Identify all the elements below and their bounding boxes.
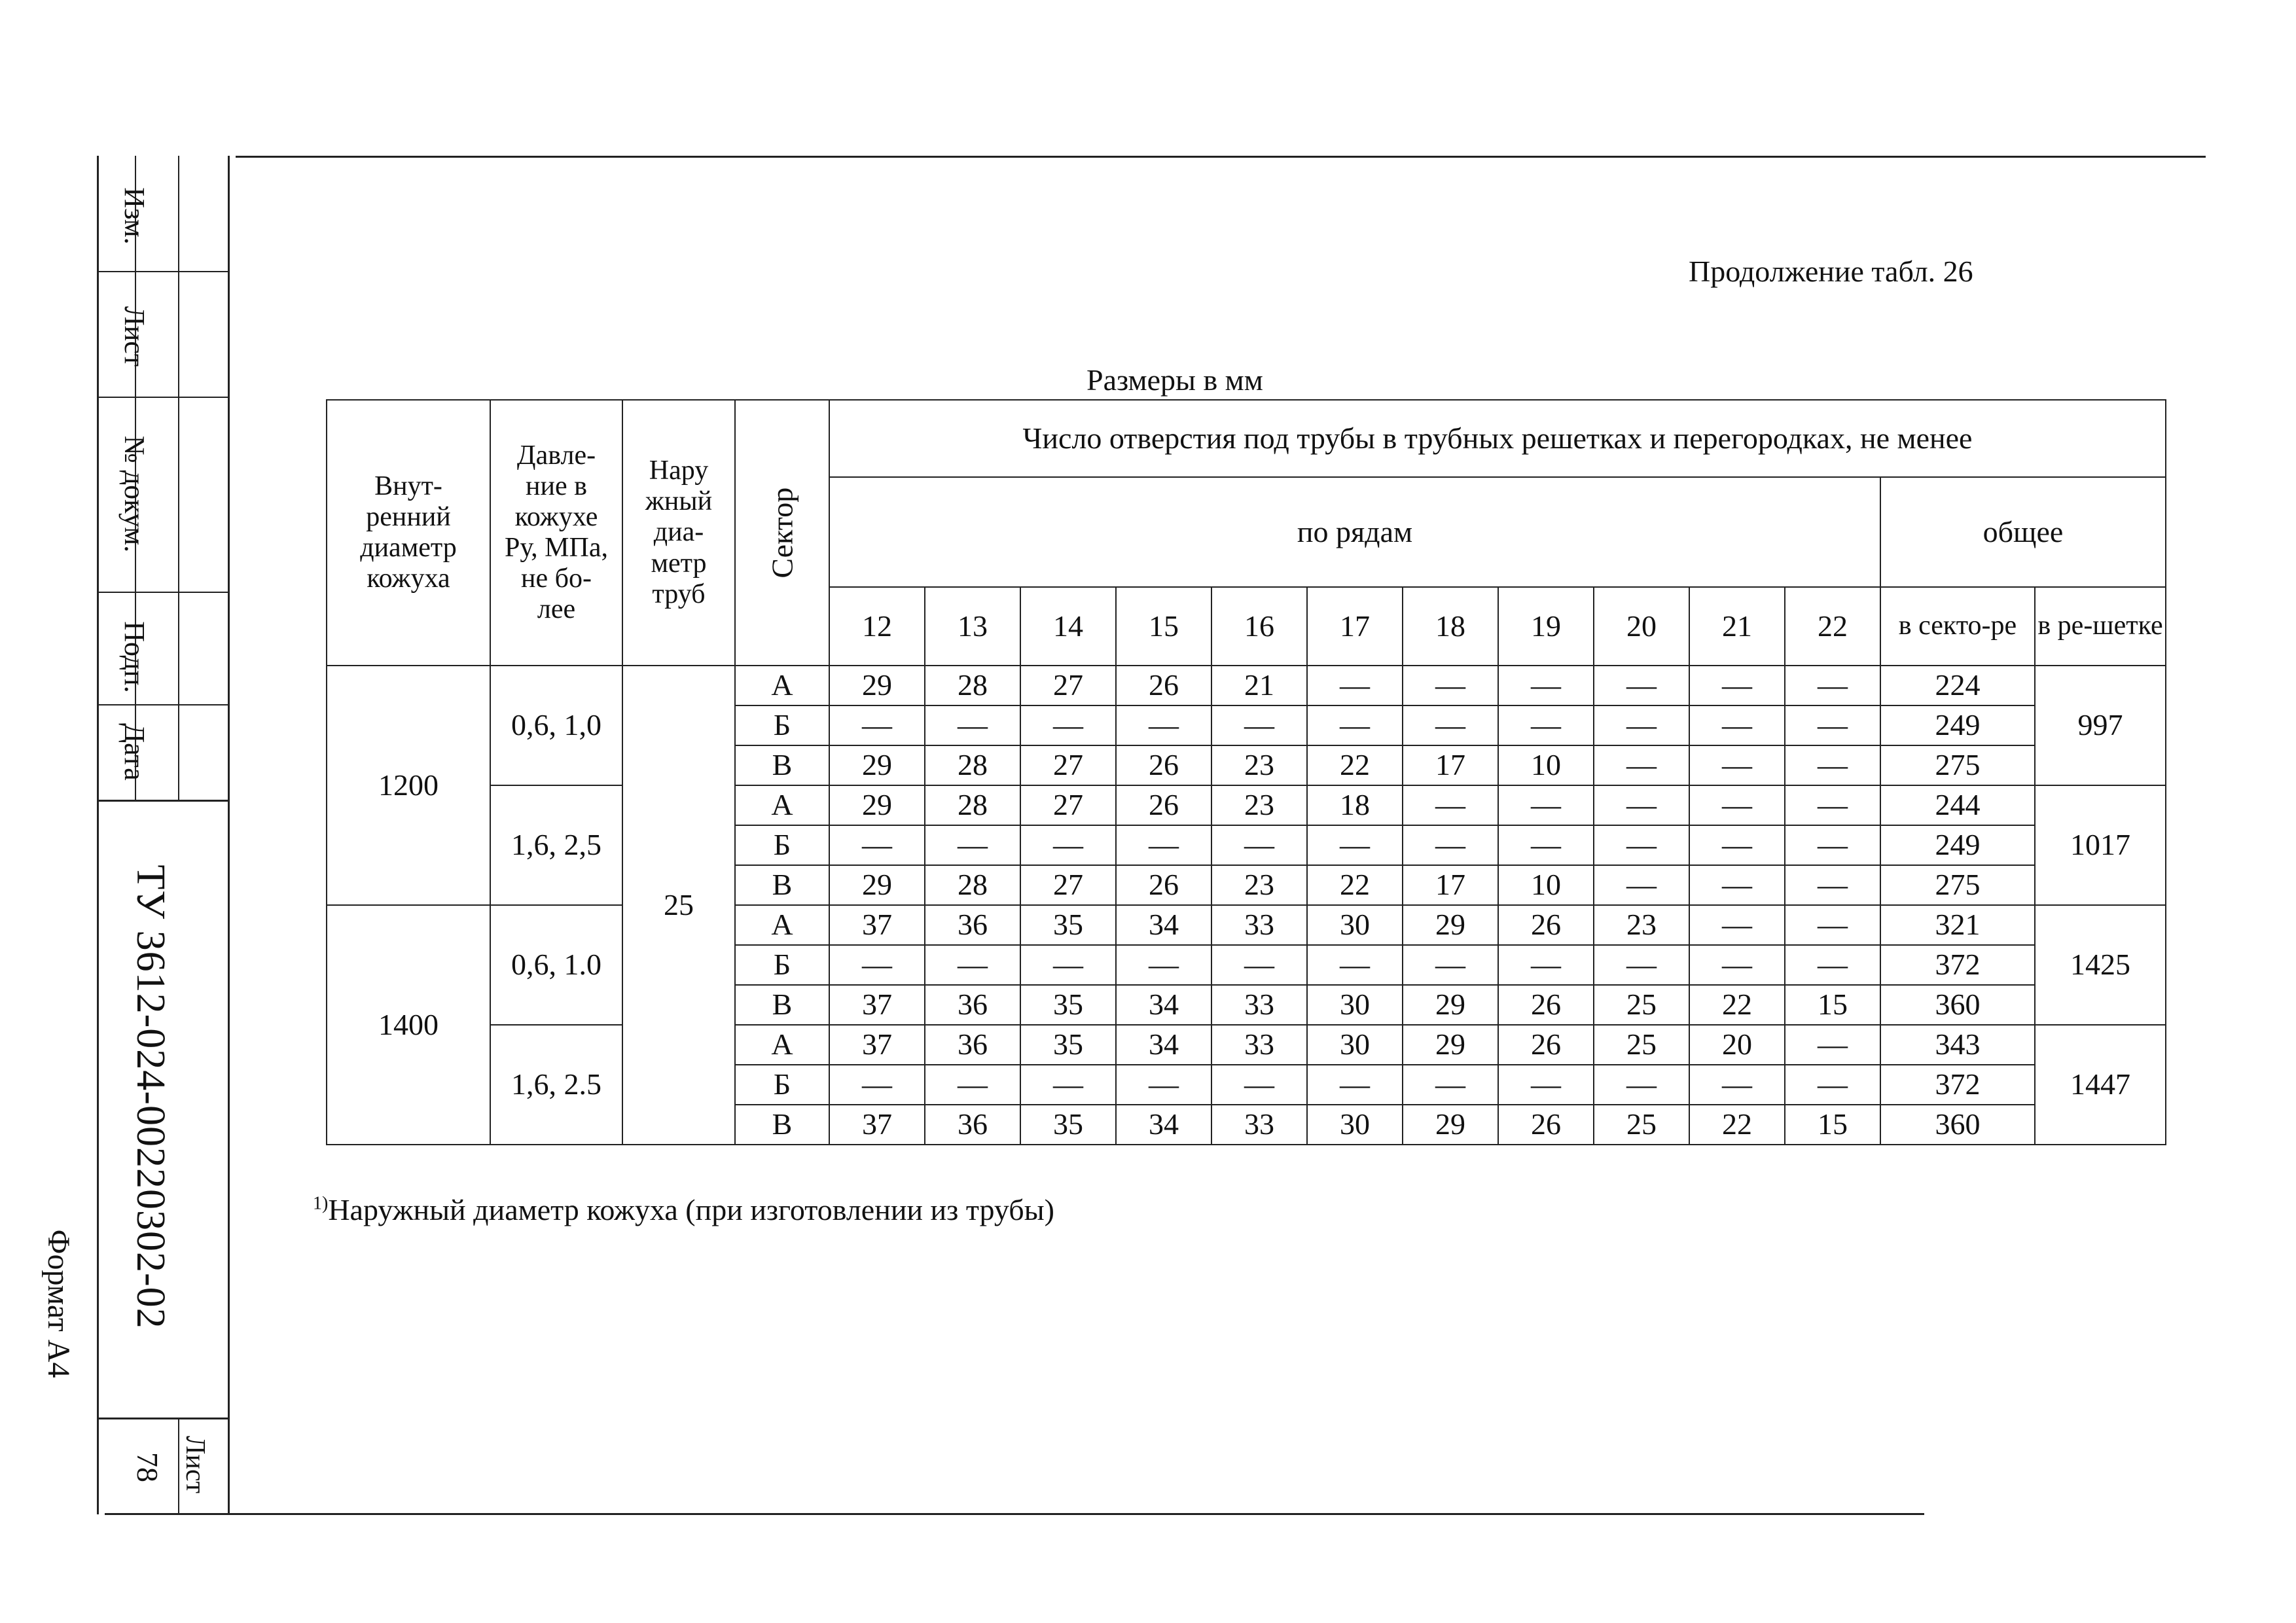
row-count-cell: 34 — [1116, 1025, 1211, 1065]
row-count-cell: 26 — [1116, 785, 1211, 825]
row-count-cell: 28 — [925, 745, 1020, 785]
row-count-cell: — — [1594, 666, 1689, 705]
row-count-cell: 27 — [1020, 666, 1116, 705]
row-count-cell: 35 — [1020, 1105, 1116, 1145]
row-count-cell: — — [1689, 666, 1785, 705]
row-count-cell: — — [1785, 905, 1880, 945]
row-count-cell: 23 — [1594, 905, 1689, 945]
row-count-cell: 10 — [1498, 865, 1594, 905]
sector-cell: В — [735, 865, 829, 905]
units-caption: Размеры в мм — [1086, 363, 1263, 397]
row-count-cell: 29 — [1403, 1025, 1498, 1065]
row-count-cell: 30 — [1307, 1105, 1403, 1145]
table-row — [327, 666, 2166, 705]
sector-total-cell: 343 — [1880, 1025, 2035, 1065]
row-count-cell: — — [1594, 1065, 1689, 1105]
row-count-cell: — — [1785, 945, 1880, 985]
row-count-cell: — — [1594, 785, 1689, 825]
row-count-cell: 17 — [1403, 745, 1498, 785]
row-count-cell: 27 — [1020, 865, 1116, 905]
row-count-cell: 22 — [1689, 1105, 1785, 1145]
row-count-cell: 15 — [1785, 985, 1880, 1025]
row-count-cell: — — [1594, 705, 1689, 745]
row-count-cell: — — [829, 1065, 925, 1105]
row-count-cell: — — [1785, 705, 1880, 745]
row-count-cell: 23 — [1211, 745, 1307, 785]
row-count-cell: 23 — [1211, 785, 1307, 825]
row-count-cell: — — [1498, 705, 1594, 745]
header-in-grid: в ре-шетке — [2035, 587, 2166, 666]
row-count-cell: — — [1689, 905, 1785, 945]
row-count-cell: — — [1307, 1065, 1403, 1105]
holes-table — [326, 399, 2166, 1145]
row-count-cell: — — [1689, 1065, 1785, 1105]
row-count-cell: — — [1116, 945, 1211, 985]
sector-total-cell: 360 — [1880, 985, 2035, 1025]
row-count-cell: — — [829, 705, 925, 745]
header-row-number: 19 — [1498, 587, 1594, 666]
row-count-cell: 35 — [1020, 985, 1116, 1025]
row-count-cell: 25 — [1594, 1105, 1689, 1145]
row-count-cell: 29 — [1403, 905, 1498, 945]
sector-total-cell: 360 — [1880, 1105, 2035, 1145]
row-count-cell: 34 — [1116, 1105, 1211, 1145]
row-count-cell: 17 — [1403, 865, 1498, 905]
row-count-cell: 26 — [1116, 865, 1211, 905]
row-count-cell: 26 — [1116, 666, 1211, 705]
row-count-cell: — — [1307, 945, 1403, 985]
row-count-cell: 37 — [829, 1025, 925, 1065]
row-count-cell: 33 — [1211, 1025, 1307, 1065]
row-count-cell: 35 — [1020, 905, 1116, 945]
row-count-cell: 28 — [925, 666, 1020, 705]
header-row-number: 16 — [1211, 587, 1307, 666]
inner-frame-left-line — [228, 156, 230, 1514]
row-count-cell: 22 — [1307, 745, 1403, 785]
sector-cell: В — [735, 745, 829, 785]
format-label: Формат А4 — [41, 1229, 77, 1378]
stamp-row-line — [97, 1418, 228, 1419]
row-count-cell: 27 — [1020, 785, 1116, 825]
row-count-cell: 34 — [1116, 985, 1211, 1025]
row-count-cell: 33 — [1211, 905, 1307, 945]
sector-total-cell: 372 — [1880, 945, 2035, 985]
grid-total-cell: 1017 — [2035, 785, 2166, 905]
header-pressure: Давле-ние в кожухе Pу, МПа, не бо-лее — [490, 400, 622, 666]
row-count-cell: 33 — [1211, 1105, 1307, 1145]
sector-cell: В — [735, 1105, 829, 1145]
row-count-cell: 29 — [829, 865, 925, 905]
row-count-cell: — — [1211, 945, 1307, 985]
row-count-cell: — — [1403, 785, 1498, 825]
header-row-number: 15 — [1116, 587, 1211, 666]
sector-cell: Б — [735, 825, 829, 865]
row-count-cell: — — [1498, 1065, 1594, 1105]
table-row — [327, 905, 2166, 945]
sector-total-cell: 275 — [1880, 745, 2035, 785]
header-row-number: 13 — [925, 587, 1020, 666]
row-count-cell: — — [1403, 825, 1498, 865]
stamp-label-doc: № докум. — [118, 435, 151, 553]
row-count-cell: 28 — [925, 865, 1020, 905]
row-count-cell: — — [829, 945, 925, 985]
row-count-cell: — — [1689, 745, 1785, 785]
header-inner-diameter: Внут-ренний диаметр кожуха — [327, 400, 490, 666]
sector-total-cell: 244 — [1880, 785, 2035, 825]
row-count-cell: — — [1689, 705, 1785, 745]
footnote — [313, 1192, 1054, 1227]
row-count-cell: — — [1211, 705, 1307, 745]
row-count-cell: 30 — [1307, 905, 1403, 945]
row-count-cell: — — [1307, 666, 1403, 705]
row-count-cell: 36 — [925, 1105, 1020, 1145]
sector-total-cell: 372 — [1880, 1065, 2035, 1105]
row-count-cell: — — [925, 705, 1020, 745]
row-count-cell: — — [1116, 705, 1211, 745]
sector-cell: А — [735, 666, 829, 705]
stamp-row-line — [97, 800, 228, 802]
stamp-label-list: Лист — [118, 306, 151, 367]
pressure-cell: 0,6, 1.0 — [490, 905, 622, 1025]
outer-diameter-cell: 25 — [622, 666, 735, 1145]
table-continuation-caption: Продолжение табл. 26 — [1689, 255, 1973, 288]
row-count-cell: 25 — [1594, 1025, 1689, 1065]
sector-cell: А — [735, 1025, 829, 1065]
row-count-cell: 25 — [1594, 985, 1689, 1025]
row-count-cell: — — [829, 825, 925, 865]
header-holes: Число отверстия под трубы в трубных решетках и перегородках, не менее — [829, 400, 2166, 477]
row-count-cell: 29 — [829, 785, 925, 825]
sector-cell: Б — [735, 1065, 829, 1105]
row-count-cell: 22 — [1307, 865, 1403, 905]
row-count-cell: 20 — [1689, 1025, 1785, 1065]
row-count-cell: 37 — [829, 1105, 925, 1145]
sector-total-cell: 224 — [1880, 666, 2035, 705]
row-count-cell: 33 — [1211, 985, 1307, 1025]
row-count-cell: — — [1689, 945, 1785, 985]
row-count-cell: 29 — [829, 666, 925, 705]
footnote-marker: 1) — [313, 1193, 329, 1214]
row-count-cell: 26 — [1116, 745, 1211, 785]
row-count-cell: 36 — [925, 905, 1020, 945]
row-count-cell: — — [1307, 705, 1403, 745]
row-count-cell: 29 — [1403, 985, 1498, 1025]
row-count-cell: — — [1785, 865, 1880, 905]
row-count-cell: — — [1594, 825, 1689, 865]
row-count-cell: — — [1594, 945, 1689, 985]
row-count-cell: 10 — [1498, 745, 1594, 785]
row-count-cell: — — [1020, 1065, 1116, 1105]
row-count-cell: — — [1498, 666, 1594, 705]
header-total: общее — [1880, 477, 2166, 587]
stamp-row-line — [97, 592, 228, 593]
header-row-number: 12 — [829, 587, 925, 666]
row-count-cell: — — [1498, 945, 1594, 985]
row-count-cell: — — [1498, 825, 1594, 865]
row-count-cell: — — [1403, 945, 1498, 985]
row-count-cell: — — [1689, 785, 1785, 825]
row-count-cell: — — [1116, 825, 1211, 865]
row-count-cell: 28 — [925, 785, 1020, 825]
header-in-sector: в секто-ре — [1880, 587, 2035, 666]
sector-cell: Б — [735, 945, 829, 985]
table-row — [327, 785, 2166, 825]
row-count-cell: — — [925, 945, 1020, 985]
grid-total-cell: 1425 — [2035, 905, 2166, 1025]
pressure-cell: 1,6, 2,5 — [490, 785, 622, 905]
inner-diameter-cell: 1400 — [327, 905, 490, 1145]
sector-cell: А — [735, 785, 829, 825]
row-count-cell: — — [1307, 825, 1403, 865]
row-count-cell: — — [1403, 666, 1498, 705]
row-count-cell: 34 — [1116, 905, 1211, 945]
sector-total-cell: 275 — [1880, 865, 2035, 905]
row-count-cell: — — [1211, 825, 1307, 865]
sector-header-label: Сектор — [764, 487, 798, 579]
row-count-cell: 27 — [1020, 745, 1116, 785]
row-count-cell: 37 — [829, 905, 925, 945]
sector-total-cell: 249 — [1880, 705, 2035, 745]
row-count-cell: 35 — [1020, 1025, 1116, 1065]
header-sector — [735, 400, 829, 666]
header-by-rows: по рядам — [829, 477, 1880, 587]
table-row — [327, 1025, 2166, 1065]
pressure-cell: 0,6, 1,0 — [490, 666, 622, 785]
stamp-left-line — [97, 156, 99, 1514]
row-count-cell: — — [1785, 1065, 1880, 1105]
sheet-label: Лист — [180, 1436, 210, 1493]
header-row-number: 17 — [1307, 587, 1403, 666]
row-count-cell: — — [925, 1065, 1020, 1105]
stamp-label-izm: Изм. — [118, 187, 151, 245]
row-count-cell: 30 — [1307, 1025, 1403, 1065]
header-row-number: 18 — [1403, 587, 1498, 666]
sector-cell: Б — [735, 705, 829, 745]
sector-cell: А — [735, 905, 829, 945]
row-count-cell: — — [1785, 825, 1880, 865]
row-count-cell: — — [1785, 745, 1880, 785]
top-border-line — [236, 156, 2206, 158]
row-count-cell: — — [1594, 865, 1689, 905]
row-count-cell: 29 — [1403, 1105, 1498, 1145]
row-count-cell: 15 — [1785, 1105, 1880, 1145]
row-count-cell: — — [925, 825, 1020, 865]
row-count-cell: — — [1020, 705, 1116, 745]
header-row-number: 20 — [1594, 587, 1689, 666]
row-count-cell: — — [1689, 825, 1785, 865]
bottom-border-line — [105, 1513, 1924, 1515]
row-count-cell: — — [1020, 945, 1116, 985]
row-count-cell: — — [1785, 1025, 1880, 1065]
row-count-cell: 26 — [1498, 1025, 1594, 1065]
inner-diameter-cell: 1200 — [327, 666, 490, 905]
sector-total-cell: 249 — [1880, 825, 2035, 865]
row-count-cell: 21 — [1211, 666, 1307, 705]
row-count-cell: 23 — [1211, 865, 1307, 905]
grid-total-cell: 1447 — [2035, 1025, 2166, 1145]
row-count-cell: — — [1594, 745, 1689, 785]
header-outer-diameter: Нару жный диа-метр труб — [622, 400, 735, 666]
row-count-cell: — — [1211, 1065, 1307, 1105]
row-count-cell: — — [1020, 825, 1116, 865]
header-row-number: 14 — [1020, 587, 1116, 666]
row-count-cell: — — [1498, 785, 1594, 825]
stamp-label-sign: Подп. — [118, 621, 151, 693]
row-count-cell: 30 — [1307, 985, 1403, 1025]
row-count-cell: — — [1689, 865, 1785, 905]
row-count-cell: 22 — [1689, 985, 1785, 1025]
row-count-cell: 26 — [1498, 985, 1594, 1025]
grid-total-cell: 997 — [2035, 666, 2166, 785]
row-count-cell: — — [1403, 705, 1498, 745]
table-body — [327, 400, 2166, 1145]
row-count-cell: 18 — [1307, 785, 1403, 825]
header-row — [327, 400, 2166, 477]
row-count-cell: 36 — [925, 985, 1020, 1025]
row-count-cell: 26 — [1498, 905, 1594, 945]
stamp-label-date: Дата — [118, 723, 151, 781]
row-count-cell: — — [1785, 785, 1880, 825]
document-code: ТУ 3612-024-00220302-02 — [128, 865, 173, 1329]
row-count-cell: 37 — [829, 985, 925, 1025]
row-count-cell: 36 — [925, 1025, 1020, 1065]
sector-total-cell: 321 — [1880, 905, 2035, 945]
sector-cell: В — [735, 985, 829, 1025]
sheet-number: 78 — [131, 1452, 165, 1482]
row-count-cell: — — [1403, 1065, 1498, 1105]
row-count-cell: 29 — [829, 745, 925, 785]
header-row-number: 21 — [1689, 587, 1785, 666]
row-count-cell: — — [1785, 666, 1880, 705]
footnote-text: Наружный диаметр кожуха (при изготовлении из трубы) — [328, 1193, 1054, 1226]
row-count-cell: — — [1116, 1065, 1211, 1105]
row-count-cell: 26 — [1498, 1105, 1594, 1145]
header-row-number: 22 — [1785, 587, 1880, 666]
pressure-cell: 1,6, 2.5 — [490, 1025, 622, 1145]
